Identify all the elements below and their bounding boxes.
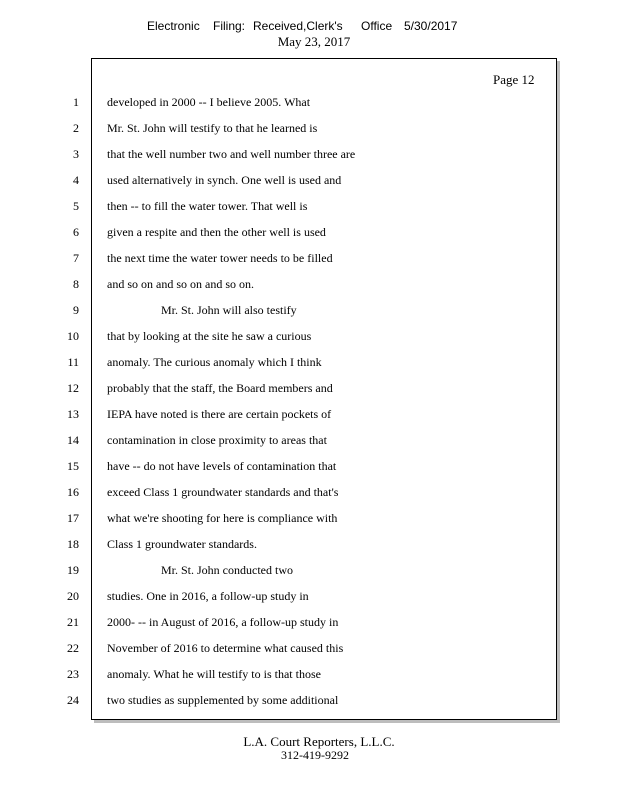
line-text: used alternatively in synch. One well is used and — [107, 173, 342, 187]
line-text: anomaly. The curious anomaly which I think — [107, 355, 322, 369]
line-number: 5 — [73, 199, 79, 213]
line-number: 9 — [73, 303, 79, 317]
line-text: two studies as supplemented by some additional — [107, 693, 339, 707]
line-text: Mr. St. John will testify to that he learned is — [107, 121, 318, 135]
line-text: Class 1 groundwater standards. — [107, 537, 257, 551]
line-number: 22 — [67, 641, 79, 655]
line-text: and so on and so on and so on. — [107, 277, 254, 291]
line-text: Mr. St. John conducted two — [161, 563, 293, 577]
line-number: 12 — [67, 381, 79, 395]
line-text: contamination in close proximity to areas that — [107, 433, 327, 447]
page-number: Page 12 — [493, 72, 535, 87]
line-number: 16 — [67, 485, 79, 499]
line-text: Mr. St. John will also testify — [161, 303, 297, 317]
line-text: November of 2016 to determine what caused this — [107, 641, 344, 655]
line-text: IEPA have noted is there are certain pockets of — [107, 407, 332, 421]
line-text: what we're shooting for here is compliance with — [107, 511, 338, 525]
footer-company: L.A. Court Reporters, L.L.C. — [243, 734, 395, 749]
line-text: given a respite and then the other well is used — [107, 225, 326, 239]
line-number: 21 — [67, 615, 79, 629]
line-text: the next time the water tower needs to be filled — [107, 251, 333, 265]
line-number: 11 — [67, 355, 79, 369]
line-number: 19 — [67, 563, 79, 577]
line-text: probably that the staff, the Board members and — [107, 381, 333, 395]
line-text: have -- do not have levels of contamination that — [107, 459, 337, 473]
stamp-date: 5/30/2017 — [404, 19, 458, 33]
stamp-word-electronic: Electronic — [147, 19, 200, 33]
line-number: 20 — [67, 589, 79, 603]
line-number: 23 — [67, 667, 79, 681]
line-text: developed in 2000 -- I believe 2005. What — [107, 95, 311, 109]
line-number: 4 — [73, 173, 79, 187]
line-number: 13 — [67, 407, 79, 421]
line-number: 14 — [67, 433, 79, 447]
line-number: 15 — [67, 459, 79, 473]
line-text: 2000- -- in August of 2016, a follow-up study in — [107, 615, 339, 629]
stamp-word-received: Received,Clerk's — [253, 19, 343, 33]
line-number: 24 — [67, 693, 79, 707]
line-number: 10 — [67, 329, 79, 343]
line-text: anomaly. What he will testify to is that those — [107, 667, 321, 681]
line-number: 1 — [73, 95, 79, 109]
line-text: studies. One in 2016, a follow-up study in — [107, 589, 309, 603]
line-number: 18 — [67, 537, 79, 551]
line-text: then -- to fill the water tower. That well is — [107, 199, 308, 213]
line-number: 3 — [73, 147, 79, 161]
transcript-date: May 23, 2017 — [277, 34, 351, 49]
line-text: that the well number two and well number three are — [107, 147, 356, 161]
stamp-word-office: Office — [361, 19, 393, 33]
line-text: exceed Class 1 groundwater standards and that's — [107, 485, 339, 499]
stamp-word-filing: Filing: — [213, 19, 246, 33]
line-number: 8 — [73, 277, 79, 291]
line-number: 7 — [73, 251, 79, 265]
line-text: that by looking at the site he saw a curious — [107, 329, 312, 343]
line-number: 17 — [67, 511, 79, 525]
line-number: 2 — [73, 121, 79, 135]
footer-phone: 312-419-9292 — [281, 748, 349, 762]
line-number: 6 — [73, 225, 79, 239]
